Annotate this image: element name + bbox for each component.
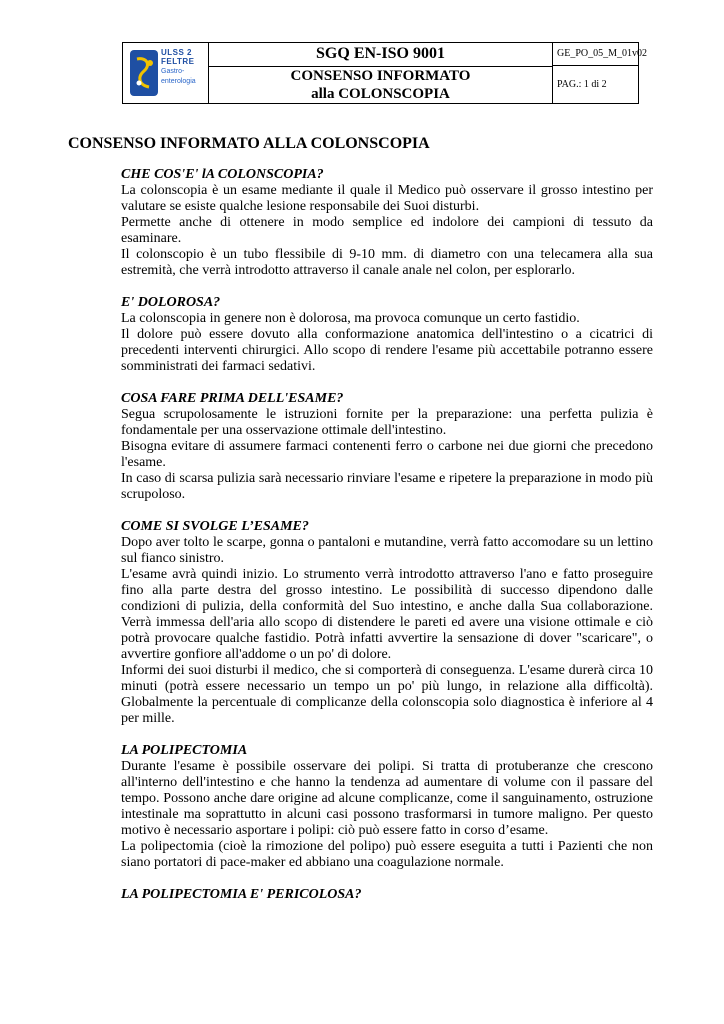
section (121, 167, 653, 279)
section (121, 887, 653, 903)
document-body (121, 167, 653, 919)
section-title: LA POLIPECTOMIA (121, 743, 248, 758)
section-paragraph: Segua scrupolosamente le istruzioni fornite per la preparazione: una perfetta pulizia è fondamentale per una osservazione ottimale dell'intestino. (121, 407, 653, 438)
section-paragraph: Permette anche di ottenere in modo semplice ed indolore dei campioni di tessuto da esaminare. (121, 215, 653, 246)
section-paragraph: La polipectomia (cioè la rimozione del polipo) può essere eseguita a tutti i Pazienti che non siano portatori di pace-maker ed abbiano una coagulazione normale. (121, 839, 653, 870)
section-title: COSA FARE PRIMA DELL'ESAME? (121, 391, 344, 406)
section-title: E' DOLOROSA? (121, 295, 221, 310)
document-header (122, 42, 648, 104)
section-paragraph: L'esame avrà quindi inizio. Lo strumento verrà introdotto attraverso l'ano e fatto proseguire fino alla parte destra del grosso intestino. Le possibilità di successo dipendono dalle condizioni di pulizia, della conformità del Suo intestino, e anche dalla Sua collaborazione. Verrà immessa dell'aria allo scopo di distendere le pareti ed avere una visione ottimale e ciò potrà provocare qualche fastidio. Potrà infatti avvertire la sensazione di dover "scaricare", o avvertire gonfiore all'addome o un po' di dolore. (121, 567, 653, 662)
document-code: GE_PO_05_M_01v02 (553, 43, 638, 66)
header-title-bottom (209, 67, 553, 103)
section-paragraph: La colonscopia in genere non è dolorosa, ma provoca comunque un certo fastidio. (121, 311, 580, 326)
logo-org-line2: FELTRE (161, 57, 195, 66)
section-paragraph: Informi dei suoi disturbi il medico, che si comporterà di conseguenza. L'esame durerà circa 10 minuti (potrà essere necessario un tempo un po' più lungo, in relazione alla difficoltà). Globalmente la percentuale di complicanze della colonscopia solo diagnostica è inferiore al 4 per mille. (121, 663, 653, 726)
section (121, 391, 653, 503)
ulss-logo-icon (129, 49, 159, 97)
header-title-bottom-line2: alla COLONSCOPIA (311, 86, 450, 102)
section-title: COME SI SVOLGE L’ESAME? (121, 519, 309, 534)
section (121, 295, 653, 375)
section-paragraph: Il dolore può essere dovuto alla conformazione anatomica dell'intestino o a cicatrici di precedenti interventi chirurgici. Allo scopo di rendere l'esame più accettabile potranno essere somministrati dei farmaci sedativi. (121, 327, 653, 374)
section-paragraph: Durante l'esame è possibile osservare dei polipi. Si tratta di protuberanze che crescono all'interno dell'intestino e che hanno la tendenza ad aumentare di volume con il passare del tempo. Possono anche dare origine ad alcune complicanze, come il sanguinamento, ostruzione intestinale ma soprattutto in alcuni casi possono trasformarsi in tumore maligno. Per questo motivo è necessario asportare i polipi: ciò può essere fatto in corso d’esame. (121, 759, 653, 838)
section (121, 519, 653, 727)
logo-cell (123, 43, 209, 103)
logo-text (161, 48, 196, 86)
section (121, 743, 653, 871)
section-paragraph: Dopo aver tolto le scarpe, gonna o pantaloni e mutandine, verrà fatto accomodare su un lettino sul fianco sinistro. (121, 535, 653, 566)
section-title: LA POLIPECTOMIA E' PERICOLOSA? (121, 887, 362, 902)
logo-dept-line1: Gastro- (161, 68, 185, 75)
header-title-bottom-line1: CONSENSO INFORMATO (290, 68, 471, 84)
section-paragraph: In caso di scarsa pulizia sarà necessario rinviare l'esame e ripetere la preparazione in modo più scrupoloso. (121, 471, 653, 502)
page-number: PAG.: 1 di 2 (557, 79, 607, 90)
section-paragraph: Il colonscopio è un tubo flessibile di 9-10 mm. di diametro con una telecamera alla sua estremità, che verrà introdotto attraverso il canale anale nel colon, per esplorarlo. (121, 247, 653, 278)
section-paragraph: Bisogna evitare di assumere farmaci contenenti ferro o carbone nei due giorni che precedono l'esame. (121, 439, 653, 470)
header-title-top: SGQ EN-ISO 9001 (209, 43, 553, 67)
section-paragraph: La colonscopia è un esame mediante il quale il Medico può osservare il grosso intestino per valutare se esiste qualche lesione responsabile dei Suoi disturbi. (121, 183, 653, 214)
logo-dept-line2: enterologia (161, 78, 196, 85)
logo-org-line1: ULSS 2 (161, 48, 193, 57)
section-title: CHE COS'E' lA COLONSCOPIA? (121, 167, 324, 182)
page-title: CONSENSO INFORMATO ALLA COLONSCOPIA (68, 135, 430, 152)
